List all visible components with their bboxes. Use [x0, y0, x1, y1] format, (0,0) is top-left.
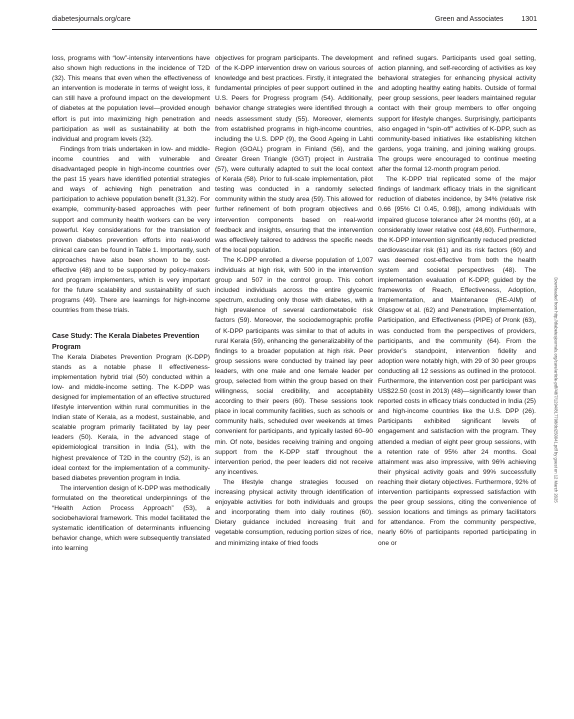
column-1	[52, 54, 210, 706]
journal-url[interactable]: diabetesjournals.org/care	[52, 16, 131, 23]
section-heading: Case Study: The Kerala Diabetes Prevention Program	[52, 333, 200, 351]
running-authors: Green and Associates	[434, 16, 504, 23]
header-rule	[52, 29, 537, 30]
column-2	[215, 54, 373, 706]
page-number: 1301	[521, 16, 537, 23]
paragraph: The lifestyle change strategies focused on increasing physical activity through identification of enjoyable activities for both individuals and groups and incorporating them into daily routines (60). Dietary guidance included increasing fruit and vegetable consumption, reducing portion sizes of rice, and minimizing intake of fried foods	[215, 478, 373, 547]
paragraph: The Kerala Diabetes Prevention Program (K-DPP) stands as a notable phase II effectiveness-implementation hybrid trial (50) conducted within a low- and middle-income setting. The K-DPP was designed for implementation of an effective structured lifestyle intervention within rural communities in the Indian state of Kerala, as a modest, sustainable, and scalable program primarily facilitated by lay peer leaders (50). Kerala, in the advanced stage of epidemiological transition in India (51), with the highest prevalence of T2D in the country (52), is an ideal context for the implementation of a community-based diabetes prevention program in India.	[52, 353, 210, 482]
download-note: Downloaded from http://diabetesjournals.org/care/article-pdf/48/7/1294/817798/dci250041.pdf by guest on 12 March 2025	[553, 277, 559, 503]
running-header	[52, 16, 537, 28]
section-gap	[52, 316, 210, 332]
column-3	[378, 54, 536, 706]
paragraph: loss, programs with “low”-intensity interventions have also shown high reductions in the incidence of T2D (32). This means that even when the effectiveness of an intervention is moderate in terms of weight loss, it can still have a profound impact on the development of diabetes at the population level—provided enough effort is put into maximizing high penetration and participation as well as sustainability at both the individual and program levels (32).	[52, 55, 210, 143]
paragraph: The K-DPP enrolled a diverse population of 1,007 individuals at high risk, with 500 in the intervention group and 507 in the control group. This cohort included individuals across the entire glycemic spectrum, excluding only those with diabetes, with a high prevalence of several cardiometabolic risk factors (59). Moreover, the sociodemographic profile of K-DPP participants was similar to that of adults in rural Kerala (59), enhancing the generalizability of the findings to a broader population at high risk. Peer group sessions were conducted by trained lay peer leaders, with one male and one female leader per group, selected from within the group based on their willingness, social credibility, and acceptability according to their peers (60). These sessions took place in local community facilities, such as schools or community halls, scheduled over weekends at times convenient for participants, and typically lasted 60–90 min. Of note, besides receiving training and ongoing support from the K-DPP staff throughout the intervention period, the peer leaders did not receive any incentives.	[215, 256, 373, 476]
paragraph: The K-DPP trial replicated some of the major findings of landmark efficacy trials in the significant reduction of diabetes incidence, by 34% (relative risk 0.66 [95% CI 0.45, 0.98]), among individuals with impaired glucose tolerance after 24 months (60), at a considerably lower relative cost (48,60). Furthermore, the K-DPP intervention significantly reduced predicted cardiovascular risk (61) and its risk factors (60) and was deemed cost-effective from both the health system and societal perspectives (48). The implementation evaluation of K-DPP, guided by the frameworks of Reach, Effectiveness, Adoption, Implementation, and Maintenance (RE-AIM) of Glasgow et al. (62) and Penetration, Implementation, Participation, and Effectiveness (PIPE) of Pronk (63), was conducted from the perspectives of providers, participants, and the community (64). From the provider’s standpoint, intervention fidelity and adoption were notably high, with 29 of 30 peer groups conducting all 12 sessions as outlined in the protocol. Furthermore, the intervention cost per participant was US$22.50 (cost in 2013) (48)—significantly lower than reported costs in efficacy trials conducted in India (25) and high-income countries like the U.S. DPP (26). Participants exhibited significant levels of engagement and satisfaction with the program. They attended a median of eight peer group sessions, with a retention rate of 95% after 24 months. Goal attainment was also impressive, with 96% achieving their physical activity goals and 99% successfully reaching their dietary objectives. Furthermore, 92% of intervention participants expressed satisfaction with the peer group sessions, citing the convenience of session locations and timings as primary facilitators for attendance. From the community perspective, nearly 60% of participants reported participating in one or	[378, 176, 536, 547]
paragraph: Findings from trials undertaken in low- and middle-income countries and with vulnerable and disadvantaged people in high-income countries over the past 15 years have identified potential strategies and ways of achieving high penetration and participation to achieve population benefit (31,32). For example, community-based approaches with peer support and community health workers can be very powerful. Key considerations for the translation of proven diabetes prevention efforts into real-world clinical care can be found in Table 1. Importantly, such approaches have also been shown to be cost-effective (48) and to be supported by policy-makers and program implementers, which is very important for the future scalability and sustainability of such programs (49). There are learnings for high-income countries from these trials.	[52, 145, 210, 315]
paragraph: The intervention design of K-DPP was methodically formulated on the theoretical underpinnings of the “Health Action Process Approach” (53), a sociobehavioral framework. This model facilitated the systematic identification of determinants influencing behavior change, which were subsequently translated into learning	[52, 484, 210, 553]
download-watermark	[551, 140, 561, 640]
header-right	[435, 16, 537, 23]
article-body	[52, 54, 536, 706]
paragraph: and refined sugars. Participants used goal setting, action planning, and self-recording of activities as key behavioral strategies for enhancing physical activity and adopting healthy eating habits. Outside of formal peer group sessions, peer leaders maintained regular contact with their group members to offer ongoing support for lifestyle changes. Surprisingly, participants also engaged in “spin-off” activities of K-DPP, such as community-based initiatives like establishing kitchen gardens, yoga training, and joining walking groups. The groups were encouraged to continue meeting after the formal 12-month program period.	[378, 55, 536, 174]
paragraph: objectives for program participants. The development of the K-DPP intervention drew on various sources of knowledge and best practices. Firstly, it integrated the fundamental principles of peer support outlined in the U.S. Peers for Progress program (54). Additionally, behavior change strategies were identified through a needs assessment study (55). Moreover, elements from established programs in high-income countries, including the U.S. DPP (9), the Good Ageing in Lahti Region (GOAL) program in Finland (56), and the Greater Green Triangle (GGT) project in Australia (57), were culturally adapted to suit the local context of Kerala (58). Prior to full-scale implementation, pilot testing was conducted in a randomly selected community within the study area (59). This allowed for further refinement of both program objectives and intervention components based on real-world feedback and insights, ensuring that the intervention was effectively tailored to address the specific needs of the local population.	[215, 55, 373, 254]
